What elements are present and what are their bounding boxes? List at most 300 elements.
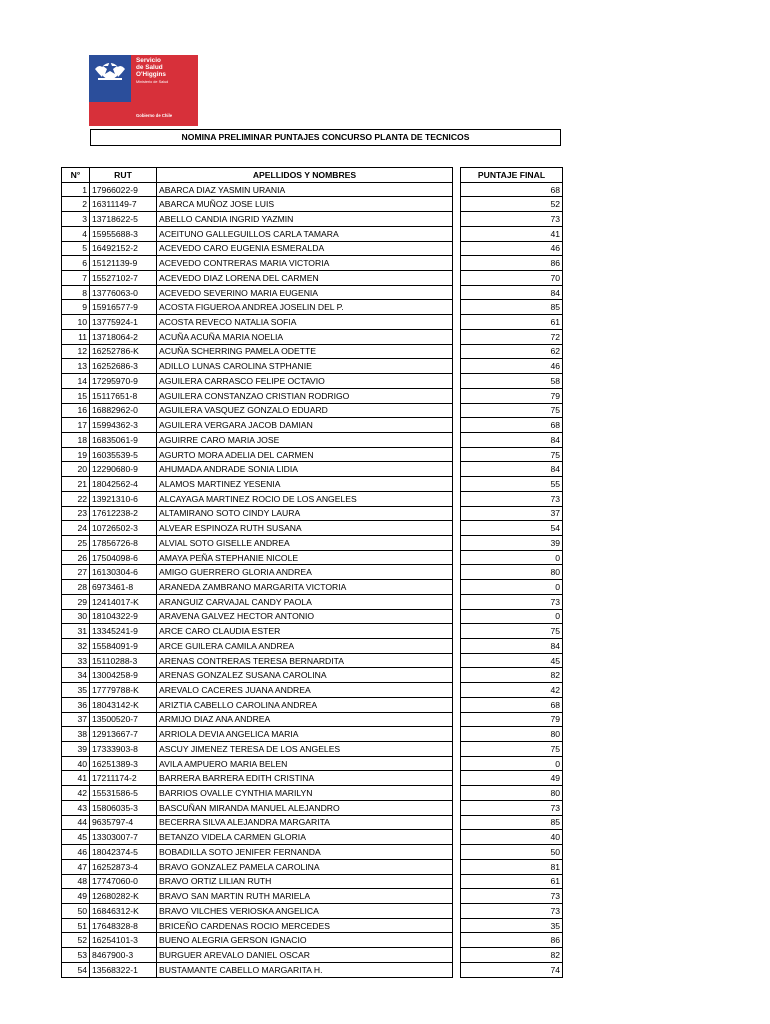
row-number: 23: [62, 506, 90, 521]
row-rut: 13718064-2: [90, 329, 157, 344]
row-rut: 16252686-3: [90, 359, 157, 374]
row-score: 35: [461, 918, 563, 933]
row-rut: 17648328-8: [90, 918, 157, 933]
row-score: 42: [461, 683, 563, 698]
row-spacer: [453, 594, 461, 609]
table-row: [62, 624, 563, 639]
row-spacer: [453, 403, 461, 418]
header-spacer: [453, 168, 461, 183]
row-spacer: [453, 859, 461, 874]
row-rut: 18043142-K: [90, 697, 157, 712]
row-score: 73: [461, 491, 563, 506]
row-spacer: [453, 447, 461, 462]
row-spacer: [453, 462, 461, 477]
row-name: BARRERA BARRERA EDITH CRISTINA: [157, 771, 453, 786]
row-spacer: [453, 933, 461, 948]
table-row: [62, 845, 563, 860]
table-row: [62, 859, 563, 874]
document-title: NOMINA PRELIMINAR PUNTAJES CONCURSO PLANTA DE TECNICOS: [90, 129, 561, 146]
header-row: [62, 168, 563, 183]
row-rut: 12290680-9: [90, 462, 157, 477]
row-name: ASCUY JIMENEZ TERESA DE LOS ANGELES: [157, 742, 453, 757]
row-number: 43: [62, 800, 90, 815]
row-score: 75: [461, 403, 563, 418]
row-score: 45: [461, 653, 563, 668]
row-score: 85: [461, 815, 563, 830]
row-name: BOBADILLA SOTO JENIFER FERNANDA: [157, 845, 453, 860]
row-number: 5: [62, 241, 90, 256]
row-number: 46: [62, 845, 90, 860]
row-spacer: [453, 300, 461, 315]
row-number: 47: [62, 859, 90, 874]
header-score: PUNTAJE FINAL: [461, 168, 563, 183]
row-number: 2: [62, 197, 90, 212]
row-rut: 17333903-8: [90, 742, 157, 757]
row-rut: 13500520-7: [90, 712, 157, 727]
row-number: 28: [62, 580, 90, 595]
table-row: [62, 918, 563, 933]
header-rut: RUT: [90, 168, 157, 183]
row-rut: 16492152-2: [90, 241, 157, 256]
table-row: [62, 535, 563, 550]
row-number: 45: [62, 830, 90, 845]
row-spacer: [453, 212, 461, 227]
row-score: 74: [461, 962, 563, 977]
row-spacer: [453, 948, 461, 963]
row-name: BRAVO SAN MARTIN RUTH MARIELA: [157, 889, 453, 904]
row-spacer: [453, 800, 461, 815]
row-rut: 13004258-9: [90, 668, 157, 683]
row-spacer: [453, 756, 461, 771]
row-name: ARANGUIZ CARVAJAL CANDY PAOLA: [157, 594, 453, 609]
scores-table: [61, 167, 563, 978]
row-spacer: [453, 432, 461, 447]
row-rut: 13568322-1: [90, 962, 157, 977]
row-spacer: [453, 418, 461, 433]
row-rut: 15117651-8: [90, 388, 157, 403]
row-name: ACEITUNO GALLEGUILLOS CARLA TAMARA: [157, 226, 453, 241]
row-score: 39: [461, 535, 563, 550]
row-name: BRAVO ORTIZ LILIAN RUTH: [157, 874, 453, 889]
row-spacer: [453, 962, 461, 977]
row-rut: 18042562-4: [90, 477, 157, 492]
row-rut: 18104322-9: [90, 609, 157, 624]
table-row: [62, 639, 563, 654]
row-spacer: [453, 315, 461, 330]
row-spacer: [453, 182, 461, 197]
row-score: 70: [461, 271, 563, 286]
row-score: 73: [461, 889, 563, 904]
row-spacer: [453, 285, 461, 300]
row-spacer: [453, 639, 461, 654]
table-row: [62, 197, 563, 212]
row-number: 24: [62, 521, 90, 536]
row-name: BURGUER AREVALO DANIEL OSCAR: [157, 948, 453, 963]
row-name: BRAVO VILCHES VERIOSKA ANGELICA: [157, 903, 453, 918]
row-name: ARCE GUILERA CAMILA ANDREA: [157, 639, 453, 654]
row-rut: 16035539-5: [90, 447, 157, 462]
table-row: [62, 903, 563, 918]
row-name: ADILLO LUNAS CAROLINA STPHANIE: [157, 359, 453, 374]
row-spacer: [453, 786, 461, 801]
row-spacer: [453, 889, 461, 904]
row-rut: 16882962-0: [90, 403, 157, 418]
row-name: BRICEÑO CARDENAS ROCIO MERCEDES: [157, 918, 453, 933]
row-rut: 12913667-7: [90, 727, 157, 742]
row-spacer: [453, 742, 461, 757]
table-row: [62, 344, 563, 359]
row-name: ARRIOLA DEVIA ANGELICA MARIA: [157, 727, 453, 742]
row-rut: 15527102-7: [90, 271, 157, 286]
row-score: 40: [461, 830, 563, 845]
table-row: [62, 285, 563, 300]
row-name: BECERRA SILVA ALEJANDRA MARGARITA: [157, 815, 453, 830]
table-row: [62, 432, 563, 447]
row-number: 21: [62, 477, 90, 492]
row-name: AGUILERA CONSTANZAO CRISTIAN RODRIGO: [157, 388, 453, 403]
row-number: 20: [62, 462, 90, 477]
row-number: 1: [62, 182, 90, 197]
row-score: 82: [461, 948, 563, 963]
row-score: 68: [461, 418, 563, 433]
row-score: 0: [461, 609, 563, 624]
row-number: 50: [62, 903, 90, 918]
row-number: 3: [62, 212, 90, 227]
row-spacer: [453, 271, 461, 286]
row-rut: 16835061-9: [90, 432, 157, 447]
row-score: 75: [461, 447, 563, 462]
row-name: AGUIRRE CARO MARIA JOSE: [157, 432, 453, 447]
row-number: 9: [62, 300, 90, 315]
row-score: 82: [461, 668, 563, 683]
row-name: AGUILERA VERGARA JACOB DAMIAN: [157, 418, 453, 433]
table-row: [62, 550, 563, 565]
row-rut: 12414017-K: [90, 594, 157, 609]
row-number: 15: [62, 388, 90, 403]
row-score: 73: [461, 800, 563, 815]
row-rut: 9635797-4: [90, 815, 157, 830]
table-row: [62, 742, 563, 757]
row-score: 81: [461, 859, 563, 874]
row-score: 84: [461, 639, 563, 654]
table-row: [62, 403, 563, 418]
row-number: 8: [62, 285, 90, 300]
row-name: BARRIOS OVALLE CYNTHIA MARILYN: [157, 786, 453, 801]
row-name: ARENAS CONTRERAS TERESA BERNARDITA: [157, 653, 453, 668]
row-rut: 13775924-1: [90, 315, 157, 330]
row-rut: 13303007-7: [90, 830, 157, 845]
row-spacer: [453, 388, 461, 403]
row-spacer: [453, 226, 461, 241]
row-score: 0: [461, 550, 563, 565]
row-spacer: [453, 241, 461, 256]
row-number: 25: [62, 535, 90, 550]
row-rut: 15994362-3: [90, 418, 157, 433]
row-score: 55: [461, 477, 563, 492]
row-number: 11: [62, 329, 90, 344]
row-number: 48: [62, 874, 90, 889]
row-number: 49: [62, 889, 90, 904]
row-score: 62: [461, 344, 563, 359]
row-rut: 16252873-4: [90, 859, 157, 874]
row-number: 4: [62, 226, 90, 241]
row-rut: 15806035-3: [90, 800, 157, 815]
table-row: [62, 653, 563, 668]
row-rut: 8467900-3: [90, 948, 157, 963]
row-name: ARAVENA GALVEZ HECTOR ANTONIO: [157, 609, 453, 624]
row-name: ACUÑA ACUÑA MARIA NOELIA: [157, 329, 453, 344]
row-score: 73: [461, 903, 563, 918]
row-rut: 16846312-K: [90, 903, 157, 918]
table-row: [62, 226, 563, 241]
row-spacer: [453, 815, 461, 830]
row-rut: 18042374-5: [90, 845, 157, 860]
row-score: 84: [461, 432, 563, 447]
row-score: 79: [461, 712, 563, 727]
row-rut: 15584091-9: [90, 639, 157, 654]
row-rut: 17612238-2: [90, 506, 157, 521]
row-spacer: [453, 624, 461, 639]
logo-government-text: Gobierno de Chile: [136, 113, 173, 118]
row-number: 10: [62, 315, 90, 330]
row-score: 37: [461, 506, 563, 521]
table-row: [62, 800, 563, 815]
row-number: 29: [62, 594, 90, 609]
row-score: 80: [461, 786, 563, 801]
row-name: ACOSTA FIGUEROA ANDREA JOSELIN DEL P.: [157, 300, 453, 315]
row-name: AHUMADA ANDRADE SONIA LIDIA: [157, 462, 453, 477]
row-number: 34: [62, 668, 90, 683]
table-row: [62, 712, 563, 727]
table-row: [62, 271, 563, 286]
institution-logo: [89, 55, 198, 126]
row-spacer: [453, 845, 461, 860]
row-spacer: [453, 329, 461, 344]
table-row: [62, 697, 563, 712]
table-row: [62, 771, 563, 786]
row-score: 80: [461, 565, 563, 580]
row-rut: 16251389-3: [90, 756, 157, 771]
table-row: [62, 491, 563, 506]
row-spacer: [453, 903, 461, 918]
row-score: 52: [461, 197, 563, 212]
row-number: 27: [62, 565, 90, 580]
row-score: 80: [461, 727, 563, 742]
row-spacer: [453, 550, 461, 565]
row-name: ALTAMIRANO SOTO CINDY LAURA: [157, 506, 453, 521]
table-row: [62, 418, 563, 433]
row-number: 38: [62, 727, 90, 742]
row-spacer: [453, 359, 461, 374]
row-number: 33: [62, 653, 90, 668]
row-name: AGURTO MORA ADELIA DEL CARMEN: [157, 447, 453, 462]
row-name: ALCAYAGA MARTINEZ ROCIO DE LOS ANGELES: [157, 491, 453, 506]
row-spacer: [453, 491, 461, 506]
table-row: [62, 756, 563, 771]
row-number: 22: [62, 491, 90, 506]
row-score: 0: [461, 580, 563, 595]
table-row: [62, 212, 563, 227]
row-score: 86: [461, 933, 563, 948]
row-number: 12: [62, 344, 90, 359]
table-row: [62, 388, 563, 403]
row-name: BUENO ALEGRIA GERSON IGNACIO: [157, 933, 453, 948]
logo-service-text: Servicio de Salud O'Higgins: [136, 57, 166, 78]
row-name: ALVEAR ESPINOZA RUTH SUSANA: [157, 521, 453, 536]
table-row: [62, 315, 563, 330]
row-rut: 15121139-9: [90, 256, 157, 271]
row-number: 35: [62, 683, 90, 698]
row-name: AMIGO GUERRERO GLORIA ANDREA: [157, 565, 453, 580]
row-score: 61: [461, 315, 563, 330]
row-spacer: [453, 565, 461, 580]
row-rut: 13776063-0: [90, 285, 157, 300]
row-name: BRAVO GONZALEZ PAMELA CAROLINA: [157, 859, 453, 874]
row-rut: 15955688-3: [90, 226, 157, 241]
row-score: 84: [461, 462, 563, 477]
row-score: 54: [461, 521, 563, 536]
row-score: 58: [461, 374, 563, 389]
row-score: 75: [461, 742, 563, 757]
table-row: [62, 580, 563, 595]
header-number: N°: [62, 168, 90, 183]
row-name: ALAMOS MARTINEZ YESENIA: [157, 477, 453, 492]
row-spacer: [453, 374, 461, 389]
logo-ministry-text: Ministerio de Salud: [136, 80, 169, 84]
row-number: 16: [62, 403, 90, 418]
table-row: [62, 374, 563, 389]
row-spacer: [453, 506, 461, 521]
table-body: [62, 182, 563, 977]
row-score: 86: [461, 256, 563, 271]
table-row: [62, 933, 563, 948]
row-score: 73: [461, 594, 563, 609]
table-row: [62, 462, 563, 477]
table-row: [62, 506, 563, 521]
row-score: 68: [461, 697, 563, 712]
row-score: 0: [461, 756, 563, 771]
coat-of-arms-icon: [92, 57, 128, 82]
table-row: [62, 300, 563, 315]
table-row: [62, 815, 563, 830]
table-row: [62, 874, 563, 889]
row-name: ACEVEDO DIAZ LORENA DEL CARMEN: [157, 271, 453, 286]
row-rut: 17211174-2: [90, 771, 157, 786]
row-number: 40: [62, 756, 90, 771]
row-number: 54: [62, 962, 90, 977]
row-rut: 17504098-6: [90, 550, 157, 565]
row-name: ABARCA DIAZ YASMIN URANIA: [157, 182, 453, 197]
row-name: AMAYA PEÑA STEPHANIE NICOLE: [157, 550, 453, 565]
table-row: [62, 447, 563, 462]
row-rut: 15916577-9: [90, 300, 157, 315]
row-number: 51: [62, 918, 90, 933]
row-number: 42: [62, 786, 90, 801]
row-score: 85: [461, 300, 563, 315]
row-spacer: [453, 477, 461, 492]
table-row: [62, 594, 563, 609]
row-name: ABELLO CANDIA INGRID YAZMIN: [157, 212, 453, 227]
row-rut: 16130304-6: [90, 565, 157, 580]
row-score: 79: [461, 388, 563, 403]
table-row: [62, 359, 563, 374]
row-score: 46: [461, 241, 563, 256]
row-name: BUSTAMANTE CABELLO MARGARITA H.: [157, 962, 453, 977]
row-score: 72: [461, 329, 563, 344]
row-rut: 13345241-9: [90, 624, 157, 639]
row-score: 50: [461, 845, 563, 860]
row-number: 19: [62, 447, 90, 462]
row-rut: 13921310-6: [90, 491, 157, 506]
row-number: 39: [62, 742, 90, 757]
row-number: 36: [62, 697, 90, 712]
row-spacer: [453, 727, 461, 742]
row-spacer: [453, 653, 461, 668]
row-spacer: [453, 712, 461, 727]
table-row: [62, 609, 563, 624]
table-row: [62, 786, 563, 801]
row-number: 30: [62, 609, 90, 624]
row-spacer: [453, 580, 461, 595]
row-number: 7: [62, 271, 90, 286]
row-score: 73: [461, 212, 563, 227]
table-row: [62, 477, 563, 492]
row-score: 41: [461, 226, 563, 241]
row-score: 75: [461, 624, 563, 639]
row-number: 41: [62, 771, 90, 786]
row-spacer: [453, 521, 461, 536]
row-rut: 12680282-K: [90, 889, 157, 904]
table-row: [62, 962, 563, 977]
row-spacer: [453, 771, 461, 786]
row-rut: 15531586-5: [90, 786, 157, 801]
table-row: [62, 683, 563, 698]
row-name: ACUÑA SCHERRING PAMELA ODETTE: [157, 344, 453, 359]
table-row: [62, 256, 563, 271]
row-name: ALVIAL SOTO GISELLE ANDREA: [157, 535, 453, 550]
row-name: ARMIJO DIAZ ANA ANDREA: [157, 712, 453, 727]
row-rut: 16311149-7: [90, 197, 157, 212]
row-spacer: [453, 874, 461, 889]
table-row: [62, 727, 563, 742]
row-spacer: [453, 256, 461, 271]
row-score: 46: [461, 359, 563, 374]
row-number: 17: [62, 418, 90, 433]
row-rut: 16254101-3: [90, 933, 157, 948]
row-rut: 16252786-K: [90, 344, 157, 359]
row-rut: 13718622-5: [90, 212, 157, 227]
row-name: AVILA AMPUERO MARIA BELEN: [157, 756, 453, 771]
table-row: [62, 889, 563, 904]
row-rut: 17779788-K: [90, 683, 157, 698]
table-row: [62, 521, 563, 536]
row-name: ACOSTA REVECO NATALIA SOFIA: [157, 315, 453, 330]
row-spacer: [453, 197, 461, 212]
row-name: ARIZTIA CABELLO CAROLINA ANDREA: [157, 697, 453, 712]
row-rut: 15110288-3: [90, 653, 157, 668]
table-row: [62, 668, 563, 683]
row-spacer: [453, 668, 461, 683]
row-score: 84: [461, 285, 563, 300]
row-score: 61: [461, 874, 563, 889]
table-row: [62, 948, 563, 963]
row-rut: 17747060-0: [90, 874, 157, 889]
row-number: 26: [62, 550, 90, 565]
row-number: 32: [62, 639, 90, 654]
row-spacer: [453, 535, 461, 550]
row-number: 31: [62, 624, 90, 639]
row-name: BASCUÑAN MIRANDA MANUEL ALEJANDRO: [157, 800, 453, 815]
